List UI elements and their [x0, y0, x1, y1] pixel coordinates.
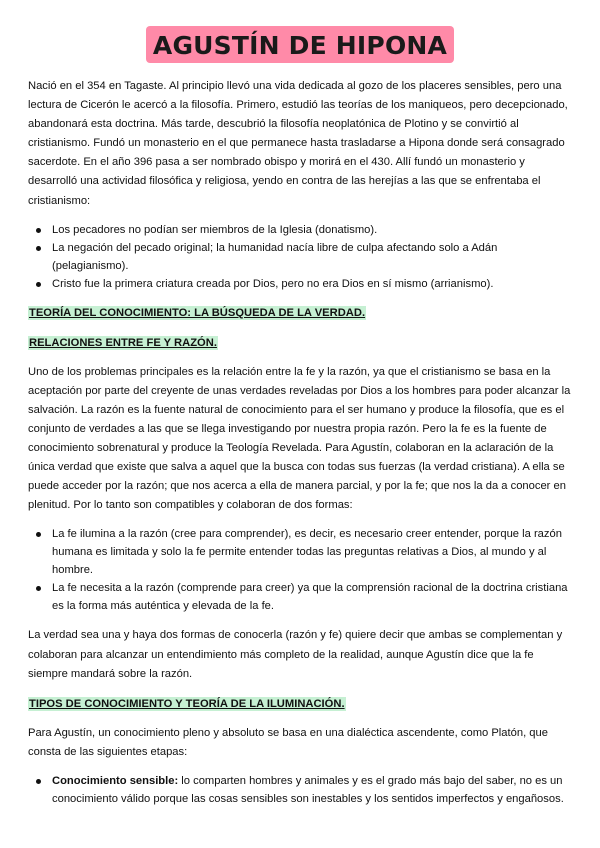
list-item: La fe necesita a la razón (comprende para creer) ya que la comprensión racional de la doctrina cristiana es la forma más auténtica y elevada de la fe.: [28, 579, 572, 615]
heading-text: TIPOS DE CONOCIMIENTO Y TEORÍA DE LA ILUMINACIÓN.: [29, 697, 345, 710]
stage-term: Conocimiento sensible:: [52, 774, 179, 787]
conclusion-paragraph: La verdad sea una y haya dos formas de conocerla (razón y fe) quiere decir que ambas se complementan y colaboran para alcanzar un entendimiento más completo de la realidad, aunque Agustín dice que la fe siempre mandará sobre la razón.: [28, 629, 563, 680]
list-item: La fe ilumina a la razón (cree para comprender), es decir, es necesario creer entender, porque la razón humana es limitada y solo la fe permite entender todas las preguntas relativas a Dios, al mundo y al hombre.: [28, 525, 572, 579]
heresies-list: [28, 221, 572, 293]
heading-text: TEORÍA DEL CONOCIMIENTO: LA BÚSQUEDA DE LA VERDAD.: [29, 306, 366, 319]
knowledge-intro-paragraph: Para Agustín, un conocimiento pleno y absoluto se basa en una dialéctica ascendente, como Platón, que consta de las siguientes etapas:: [28, 726, 548, 758]
forms-list: [28, 525, 572, 615]
stages-list: [28, 772, 572, 808]
list-item: La negación del pecado original; la humanidad nacía libre de culpa afectando solo a Adán (pelagianismo).: [28, 239, 572, 275]
heading-text: RELACIONES ENTRE FE Y RAZÓN.: [29, 336, 217, 349]
stage-text: lo comparten hombres y animales y es el grado más bajo del saber, no es un conocimiento válido porque las cosas sensibles son inestables y los sentidos imperfectos y engañosos.: [52, 774, 564, 805]
page-title: AGUSTÍN DE HIPONA: [146, 26, 454, 63]
list-item: [28, 772, 572, 808]
intro-paragraph: Nació en el 354 en Tagaste. Al principio llevó una vida dedicada al gozo de los placeres sensibles, pero una lectura de Cicerón le acercó a la filosofía. Primero, estudió las teorías de los maniqueos, pero decepcionado, abandonará esta doctrina. Más tarde, descubrió la filosofía neoplatónica de Plotino y se convirtió al cristianismo. Fundó un monasterio en el que permanece hasta trasladarse a Hipona donde será consagrado sacerdote. En el año 396 pasa a ser nombrado obispo y morirá en el 430. Allí fundó un monasterio y desarrolló una actividad filosófica y religiosa, yendo en contra de las herejías a las que se enfrentaba el cristianismo:: [28, 80, 568, 207]
list-item: Los pecadores no podían ser miembros de la Iglesia (donatismo).: [28, 221, 572, 239]
section-heading-faith-reason: [28, 335, 572, 351]
section-heading-illumination: [28, 696, 572, 712]
section-heading-knowledge: [28, 305, 572, 321]
list-item: Cristo fue la primera criatura creada por Dios, pero no era Dios en sí mismo (arrianismo).: [28, 275, 572, 293]
faith-reason-paragraph: Uno de los problemas principales es la relación entre la fe y la razón, ya que el cristianismo se basa en la aceptación por parte del creyente de unas verdades reveladas por Dios a los hombres para poder alcanzar la salvación. La razón es la fuente natural de conocimiento para el ser humano y produce la filosofía, que es el conjunto de verdades a las que se llega investigando por nuestra propia razón. Pero la fe es la fuente de conocimiento sobrenatural y produce la Teología Revelada. Para Agustín, colaboran en la aclaración de la única verdad que existe que salva a aquel que la busca con todas sus fuerzas (la verdad cristiana). A ella se puede acceder por la razón; que nos acerca a ella de manera parcial, y por la fe; que nos la da a conocer en plenitud. Por lo tanto son compatibles y colaboran de dos formas:: [28, 365, 571, 512]
title-container: [28, 26, 572, 63]
